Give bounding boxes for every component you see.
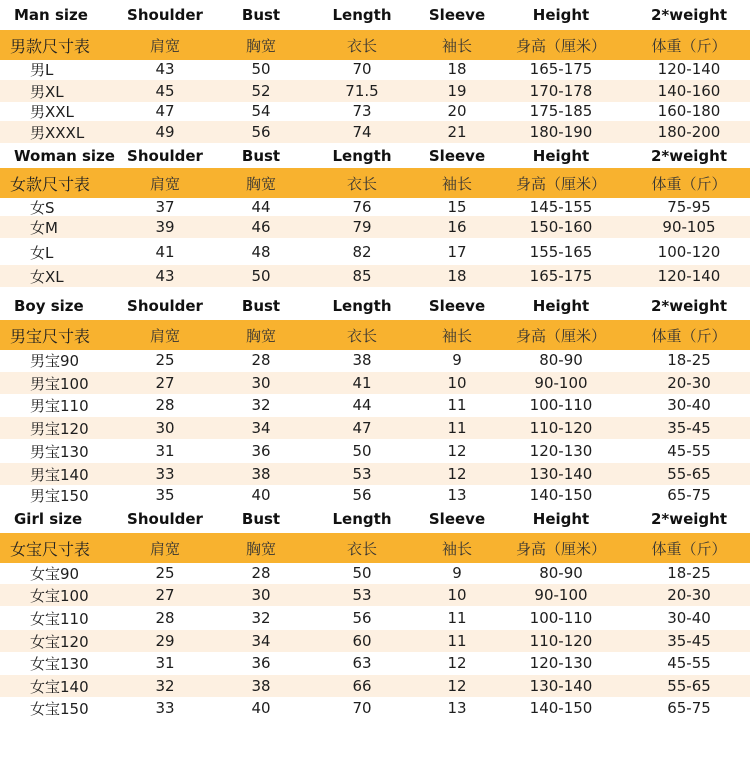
- table-cell: 50: [251, 60, 271, 78]
- table-cell: 120-140: [657, 267, 721, 285]
- table-cell: 85: [352, 267, 372, 285]
- column-header-cn: 袖长: [441, 326, 472, 345]
- section-header-en: [0, 507, 750, 531]
- table-cell: 100-110: [529, 609, 593, 627]
- table-cell: 180-190: [529, 123, 593, 141]
- table-cell: 10: [447, 586, 467, 604]
- table-cell: 36: [251, 654, 271, 672]
- column-header-cn: 胸宽: [245, 36, 276, 55]
- column-header-cn: 衣长: [346, 36, 377, 55]
- column-header-en: Height: [532, 147, 590, 165]
- column-header-cn: 胸宽: [245, 174, 276, 193]
- table-cell: 21: [447, 123, 467, 141]
- column-header-en: Shoulder: [127, 297, 203, 315]
- table-cell: 75-95: [667, 198, 711, 216]
- table-cell: 170-178: [529, 82, 593, 100]
- table-cell: 53: [352, 586, 372, 604]
- column-header-cn: 肩宽: [149, 174, 180, 193]
- table-cell: 39: [155, 218, 175, 236]
- table-cell: 35-45: [667, 419, 711, 437]
- table-cell: 66: [352, 677, 372, 695]
- table-cell: 100-120: [657, 243, 721, 261]
- size-label: 女宝140: [30, 677, 89, 696]
- section-title-en: Girl size: [14, 510, 83, 528]
- table-cell: 28: [155, 396, 175, 414]
- column-header-cn: 身高（厘米）: [515, 326, 606, 345]
- table-cell: 34: [251, 419, 271, 437]
- table-cell: 30: [251, 586, 271, 604]
- table-row: [0, 484, 750, 506]
- size-label: 男宝120: [30, 419, 89, 438]
- table-row: [0, 196, 750, 218]
- size-label: 男宝90: [30, 351, 80, 370]
- table-cell: 155-165: [529, 243, 593, 261]
- size-label: 女宝110: [30, 609, 89, 628]
- size-label: 女M: [30, 218, 58, 237]
- table-cell: 35: [155, 486, 175, 504]
- column-header-en: Height: [532, 297, 590, 315]
- table-cell: 80-90: [539, 351, 583, 369]
- column-header-en: Sleeve: [428, 297, 486, 315]
- table-row: [0, 440, 750, 462]
- column-header-cn: 身高（厘米）: [515, 174, 606, 193]
- table-row: [0, 394, 750, 416]
- table-row: [0, 652, 750, 674]
- column-header-cn: 肩宽: [149, 36, 180, 55]
- column-header-en: Height: [532, 6, 590, 24]
- table-cell: 63: [352, 654, 372, 672]
- table-cell: 79: [352, 218, 372, 236]
- table-cell: 100-110: [529, 396, 593, 414]
- table-cell: 145-155: [529, 198, 593, 216]
- section-header-en: [0, 294, 750, 318]
- section-title-cn: 男款尺寸表: [10, 36, 91, 56]
- table-cell: 140-150: [529, 486, 593, 504]
- column-header-cn: 体重（斤）: [651, 36, 727, 55]
- table-cell: 10: [447, 374, 467, 392]
- table-cell: 52: [251, 82, 271, 100]
- size-label: 女XL: [30, 267, 64, 286]
- table-cell: 73: [352, 102, 372, 120]
- column-header-en: Bust: [241, 6, 281, 24]
- table-cell: 9: [452, 351, 462, 369]
- table-cell: 11: [447, 419, 467, 437]
- table-cell: 120-130: [529, 442, 593, 460]
- column-header-en: 2*weight: [650, 297, 728, 315]
- table-cell: 11: [447, 609, 467, 627]
- table-row: [0, 697, 750, 719]
- table-cell: 41: [155, 243, 175, 261]
- table-cell: 90-100: [534, 374, 588, 392]
- table-row: [0, 241, 750, 263]
- size-label: 女S: [30, 198, 55, 217]
- section-header-en: [0, 144, 750, 168]
- table-cell: 30-40: [667, 396, 711, 414]
- table-cell: 11: [447, 396, 467, 414]
- table-cell: 45: [155, 82, 175, 100]
- column-header-cn: 胸宽: [245, 326, 276, 345]
- table-cell: 37: [155, 198, 175, 216]
- table-cell: 48: [251, 243, 271, 261]
- table-row: [0, 463, 750, 485]
- table-cell: 32: [251, 609, 271, 627]
- column-header-en: Bust: [241, 297, 281, 315]
- table-cell: 38: [251, 465, 271, 483]
- table-cell: 27: [155, 586, 175, 604]
- column-header-cn: 衣长: [346, 174, 377, 193]
- section-header-cn: [0, 533, 750, 563]
- table-cell: 45-55: [667, 442, 711, 460]
- size-label: 女L: [30, 243, 54, 262]
- table-cell: 44: [352, 396, 372, 414]
- table-cell: 56: [352, 486, 372, 504]
- table-cell: 65-75: [667, 486, 711, 504]
- table-cell: 47: [155, 102, 175, 120]
- table-cell: 30-40: [667, 609, 711, 627]
- column-header-en: Length: [332, 297, 392, 315]
- size-label: 男L: [30, 60, 54, 79]
- table-row: [0, 584, 750, 606]
- column-header-cn: 袖长: [441, 36, 472, 55]
- table-cell: 18-25: [667, 564, 711, 582]
- table-cell: 40: [251, 486, 271, 504]
- table-cell: 31: [155, 442, 175, 460]
- table-cell: 80-90: [539, 564, 583, 582]
- column-header-en: 2*weight: [650, 6, 728, 24]
- table-cell: 82: [352, 243, 372, 261]
- table-cell: 70: [352, 60, 372, 78]
- table-cell: 49: [155, 123, 175, 141]
- table-cell: 56: [352, 609, 372, 627]
- column-header-en: Bust: [241, 147, 281, 165]
- table-cell: 76: [352, 198, 372, 216]
- column-header-cn: 身高（厘米）: [515, 539, 606, 558]
- table-cell: 18: [447, 267, 467, 285]
- size-label: 女宝100: [30, 586, 89, 605]
- table-cell: 29: [155, 632, 175, 650]
- table-cell: 175-185: [529, 102, 593, 120]
- column-header-cn: 身高（厘米）: [515, 36, 606, 55]
- table-cell: 130-140: [529, 465, 593, 483]
- table-cell: 60: [352, 632, 372, 650]
- section-header-cn: [0, 30, 750, 60]
- table-cell: 18: [447, 60, 467, 78]
- table-row: [0, 100, 750, 122]
- table-row: [0, 630, 750, 652]
- size-label: 女宝120: [30, 632, 89, 651]
- table-cell: 74: [352, 123, 372, 141]
- table-cell: 30: [155, 419, 175, 437]
- table-row: [0, 216, 750, 238]
- table-row: [0, 58, 750, 80]
- table-row: [0, 80, 750, 102]
- table-cell: 35-45: [667, 632, 711, 650]
- table-cell: 41: [352, 374, 372, 392]
- table-cell: 12: [447, 654, 467, 672]
- size-label: 男宝140: [30, 465, 89, 484]
- column-header-en: Length: [332, 510, 392, 528]
- table-cell: 12: [447, 465, 467, 483]
- table-cell: 20-30: [667, 586, 711, 604]
- table-row: [0, 675, 750, 697]
- table-cell: 20-30: [667, 374, 711, 392]
- table-cell: 140-160: [657, 82, 721, 100]
- column-header-en: Sleeve: [428, 6, 486, 24]
- table-cell: 70: [352, 699, 372, 717]
- table-row: [0, 372, 750, 394]
- section-title-cn: 男宝尺寸表: [10, 326, 91, 346]
- size-label: 男XXL: [30, 102, 74, 121]
- section-title-en: Boy size: [14, 297, 84, 315]
- column-header-cn: 袖长: [441, 174, 472, 193]
- section-title-en: Man size: [14, 6, 88, 24]
- size-label: 男XXXL: [30, 123, 85, 142]
- table-cell: 18-25: [667, 351, 711, 369]
- table-cell: 20: [447, 102, 467, 120]
- table-cell: 33: [155, 465, 175, 483]
- table-cell: 16: [447, 218, 467, 236]
- table-cell: 19: [447, 82, 467, 100]
- table-cell: 33: [155, 699, 175, 717]
- table-cell: 120-140: [657, 60, 721, 78]
- column-header-en: Height: [532, 510, 590, 528]
- size-label: 女宝90: [30, 564, 80, 583]
- table-cell: 36: [251, 442, 271, 460]
- table-cell: 45-55: [667, 654, 711, 672]
- table-cell: 32: [155, 677, 175, 695]
- size-label: 男宝130: [30, 442, 89, 461]
- table-cell: 13: [447, 699, 467, 717]
- table-cell: 90-100: [534, 586, 588, 604]
- table-cell: 165-175: [529, 60, 593, 78]
- column-header-cn: 体重（斤）: [651, 539, 727, 558]
- table-cell: 32: [251, 396, 271, 414]
- table-row: [0, 607, 750, 629]
- table-cell: 90-105: [662, 218, 716, 236]
- table-cell: 55-65: [667, 677, 711, 695]
- table-cell: 71.5: [345, 82, 379, 100]
- column-header-cn: 体重（斤）: [651, 174, 727, 193]
- table-cell: 38: [352, 351, 372, 369]
- table-cell: 31: [155, 654, 175, 672]
- table-cell: 165-175: [529, 267, 593, 285]
- table-cell: 28: [251, 351, 271, 369]
- table-cell: 120-130: [529, 654, 593, 672]
- column-header-cn: 衣长: [346, 539, 377, 558]
- section-header-cn: [0, 320, 750, 350]
- section-title-en: Woman size: [14, 147, 115, 165]
- table-cell: 110-120: [529, 419, 593, 437]
- table-cell: 50: [352, 564, 372, 582]
- size-label: 女宝130: [30, 654, 89, 673]
- table-cell: 53: [352, 465, 372, 483]
- size-label: 男宝150: [30, 486, 89, 505]
- table-cell: 55-65: [667, 465, 711, 483]
- table-cell: 56: [251, 123, 271, 141]
- column-header-en: 2*weight: [650, 147, 728, 165]
- table-cell: 13: [447, 486, 467, 504]
- table-row: [0, 265, 750, 287]
- table-row: [0, 349, 750, 371]
- table-row: [0, 562, 750, 584]
- table-cell: 11: [447, 632, 467, 650]
- table-cell: 28: [251, 564, 271, 582]
- size-label: 男宝110: [30, 396, 89, 415]
- column-header-en: 2*weight: [650, 510, 728, 528]
- section-header-en: [0, 3, 750, 27]
- table-cell: 50: [352, 442, 372, 460]
- table-cell: 160-180: [657, 102, 721, 120]
- column-header-cn: 袖长: [441, 539, 472, 558]
- table-cell: 180-200: [657, 123, 721, 141]
- table-cell: 25: [155, 351, 175, 369]
- table-cell: 9: [452, 564, 462, 582]
- table-cell: 38: [251, 677, 271, 695]
- size-label: 男宝100: [30, 374, 89, 393]
- table-cell: 15: [447, 198, 467, 216]
- size-label: 女宝150: [30, 699, 89, 718]
- column-header-en: Sleeve: [428, 510, 486, 528]
- table-cell: 65-75: [667, 699, 711, 717]
- column-header-en: Length: [332, 6, 392, 24]
- column-header-en: Shoulder: [127, 6, 203, 24]
- column-header-en: Shoulder: [127, 510, 203, 528]
- table-cell: 130-140: [529, 677, 593, 695]
- section-title-cn: 女宝尺寸表: [10, 539, 91, 559]
- table-cell: 43: [155, 267, 175, 285]
- section-header-cn: [0, 168, 750, 198]
- table-row: [0, 121, 750, 143]
- table-cell: 27: [155, 374, 175, 392]
- table-cell: 54: [251, 102, 271, 120]
- size-label: 男XL: [30, 82, 64, 101]
- column-header-en: Sleeve: [428, 147, 486, 165]
- table-cell: 47: [352, 419, 372, 437]
- table-row: [0, 417, 750, 439]
- table-cell: 46: [251, 218, 271, 236]
- table-cell: 25: [155, 564, 175, 582]
- column-header-cn: 胸宽: [245, 539, 276, 558]
- table-cell: 40: [251, 699, 271, 717]
- table-cell: 140-150: [529, 699, 593, 717]
- column-header-en: Shoulder: [127, 147, 203, 165]
- table-cell: 43: [155, 60, 175, 78]
- table-cell: 50: [251, 267, 271, 285]
- table-cell: 34: [251, 632, 271, 650]
- column-header-cn: 肩宽: [149, 326, 180, 345]
- table-cell: 30: [251, 374, 271, 392]
- column-header-cn: 衣长: [346, 326, 377, 345]
- column-header-en: Length: [332, 147, 392, 165]
- table-cell: 12: [447, 442, 467, 460]
- table-cell: 44: [251, 198, 271, 216]
- column-header-cn: 体重（斤）: [651, 326, 727, 345]
- table-cell: 17: [447, 243, 467, 261]
- table-cell: 150-160: [529, 218, 593, 236]
- table-cell: 110-120: [529, 632, 593, 650]
- section-title-cn: 女款尺寸表: [10, 174, 91, 194]
- table-cell: 28: [155, 609, 175, 627]
- column-header-en: Bust: [241, 510, 281, 528]
- column-header-cn: 肩宽: [149, 539, 180, 558]
- table-cell: 12: [447, 677, 467, 695]
